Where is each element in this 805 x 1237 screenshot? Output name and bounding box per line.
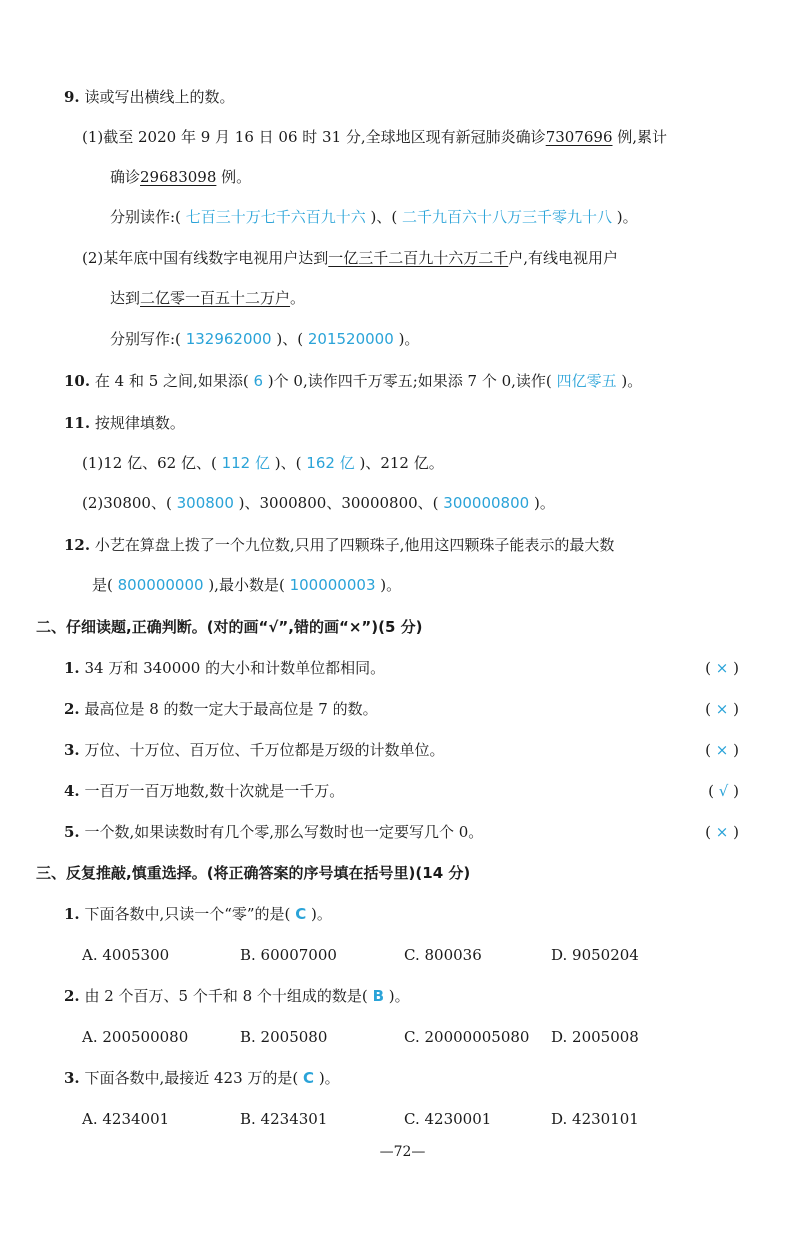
choice-number: 2.: [64, 987, 80, 1005]
q9-p1-line1: [82, 126, 667, 148]
judge-open-paren: (: [705, 741, 711, 759]
option-a: A. 4005300: [82, 946, 170, 964]
q10-answer-2: 四亿零五: [556, 372, 617, 390]
option-d: D. 4230101: [551, 1110, 639, 1128]
q9-p1-separator: )、(: [370, 208, 398, 226]
judge-answer-1: [705, 657, 739, 679]
q10-answer-1: 6: [253, 372, 263, 390]
page-number: —72—: [379, 1144, 426, 1160]
q12-end: )。: [380, 576, 402, 594]
judge-item-4: [64, 780, 344, 802]
judge-open-paren: (: [705, 823, 711, 841]
q9-p2-separator: )、(: [276, 330, 304, 348]
q11-title: [64, 412, 185, 434]
q9-p2-text-post: 户,有线电视用户: [508, 249, 619, 267]
section3-title: 三、反复推敲,慎重选择。(将正确答案的序号填在括号里)(14 分): [36, 864, 471, 882]
q11-p1-end: )、212 亿。: [359, 454, 444, 472]
judge-answer-4: [708, 780, 739, 802]
q11-p1-mid: )、(: [274, 454, 302, 472]
q9-p2-underlined-words-2: 二亿零一百五十二万户: [140, 289, 291, 307]
q12-mid: ),最小数是(: [208, 576, 285, 594]
q11-p2-answer-1: 300800: [176, 494, 234, 512]
choice-answer: C: [295, 905, 307, 923]
q9-p2-end: )。: [398, 330, 420, 348]
q11-p2-answer-2: 300000800: [443, 494, 530, 512]
judge-mark: ×: [715, 700, 729, 718]
q9-p1-text-2-post: 例。: [221, 168, 252, 186]
judge-mark: ×: [715, 741, 729, 759]
q9-p1-text-post: 例,累计: [617, 128, 668, 146]
judge-answer-5: [705, 821, 739, 843]
option-c: C. 4230001: [404, 1110, 492, 1128]
judge-mark: ×: [715, 659, 729, 677]
q9-p2-text-2-post: 。: [290, 289, 306, 307]
choice-question-3: [64, 1067, 340, 1089]
choice-end: )。: [318, 1069, 340, 1087]
judge-item-1: [64, 657, 385, 679]
section2-title: 二、仔细读题,正确判断。(对的画“√”,错的画“×”)(5 分): [36, 618, 423, 636]
q10: [64, 370, 642, 392]
judge-mark: √: [718, 782, 729, 800]
judge-item-text: 一个数,如果读数时有几个零,那么写数时也一定要写几个 0。: [84, 823, 484, 841]
judge-item-2: [64, 698, 378, 720]
q11-p1: [82, 452, 444, 474]
judge-mark: ×: [715, 823, 729, 841]
choice-text: 由 2 个百万、5 个千和 8 个十组成的数是(: [84, 987, 368, 1005]
q9-p1-underlined-number-2: 29683098: [140, 168, 217, 186]
q12-number: 12.: [64, 536, 91, 554]
q9-p2-answer-2: 201520000: [307, 330, 394, 348]
q9-p2-underlined-words-1: 一亿三千二百九十六万二千: [328, 249, 509, 267]
judge-close-paren: ): [733, 700, 739, 718]
q12-line1: [64, 534, 614, 556]
judge-open-paren: (: [705, 659, 711, 677]
q10-text-end: )。: [621, 372, 643, 390]
q9-p1-underlined-number-1: 7307696: [545, 128, 613, 146]
q10-text-pre: 在 4 和 5 之间,如果添(: [94, 372, 249, 390]
judge-close-paren: ): [733, 823, 739, 841]
q12-line2: [92, 574, 401, 596]
choice-number: 1.: [64, 905, 80, 923]
option-a: A. 200500080: [82, 1028, 189, 1046]
option-c: C. 20000005080: [404, 1028, 530, 1046]
q12-text: 小艺在算盘上拨了一个九位数,只用了四颗珠子,他用这四颗珠子能表示的最大数: [94, 536, 615, 554]
judge-item-number: 1.: [64, 659, 80, 677]
judge-item-number: 4.: [64, 782, 80, 800]
q9-title: [64, 86, 234, 108]
choice-text: 下面各数中,只读一个“零”的是(: [84, 905, 291, 923]
q9-p2-write-label: 分别写作:(: [110, 330, 181, 348]
judge-item-number: 5.: [64, 823, 80, 841]
judge-close-paren: ): [733, 741, 739, 759]
q9-p1-answer-2: 二千九百六十八万三千零九十八: [401, 208, 612, 226]
q11-p1-answer-1: 112 亿: [221, 454, 270, 472]
option-d: D. 2005008: [551, 1028, 639, 1046]
judge-item-number: 3.: [64, 741, 80, 759]
q11-p2-pre: (2)30800、(: [82, 494, 172, 512]
judge-item-3: [64, 739, 444, 761]
judge-item-text: 万位、十万位、百万位、千万位都是万级的计数单位。: [84, 741, 445, 759]
choice-question-2: [64, 985, 410, 1007]
q9-number: 9.: [64, 88, 80, 106]
judge-item-text: 最高位是 8 的数一定大于最高位是 7 的数。: [84, 700, 378, 718]
judge-item-number: 2.: [64, 700, 80, 718]
q9-p1-answer-1: 七百三十万七千六百九十六: [185, 208, 366, 226]
q9-p1-read-label: 分别读作:(: [110, 208, 181, 226]
choice-end: )。: [311, 905, 332, 923]
q9-p2-line2: [110, 287, 305, 309]
q9-p2-answer-1: 132962000: [185, 330, 272, 348]
q9-p2-answers: [110, 328, 419, 350]
q9-p1-text-2: 确诊: [110, 168, 141, 186]
q9-p1-answers: [110, 206, 638, 228]
judge-answer-3: [705, 739, 739, 761]
choice-question-1: [64, 903, 332, 925]
judge-close-paren: ): [733, 782, 739, 800]
q11-p2-mid: )、3000800、30000800、(: [238, 494, 439, 512]
q12-answer-1: 800000000: [117, 576, 204, 594]
option-c: C. 800036: [404, 946, 482, 964]
judge-answer-2: [705, 698, 739, 720]
q12-pre: 是(: [92, 576, 113, 594]
q11-title-text: 按规律填数。: [94, 414, 185, 432]
choice-answer: B: [372, 987, 384, 1005]
option-b: B. 2005080: [240, 1028, 328, 1046]
q10-text-mid: )个 0,读作四千万零五;如果添 7 个 0,读作(: [267, 372, 552, 390]
q9-title-text: 读或写出横线上的数。: [84, 88, 235, 106]
judge-open-paren: (: [708, 782, 715, 800]
q9-p1-text: (1)截至 2020 年 9 月 16 日 06 时 31 分,全球地区现有新冠肺炎确诊: [82, 128, 546, 146]
q9-p2-line1: [82, 247, 618, 269]
q12-answer-2: 100000003: [289, 576, 376, 594]
q10-number: 10.: [64, 372, 91, 390]
q11-p1-pre: (1)12 亿、62 亿、(: [82, 454, 217, 472]
q9-p2-text-2: 达到: [110, 289, 141, 307]
choice-end: )。: [388, 987, 410, 1005]
option-d: D. 9050204: [551, 946, 639, 964]
judge-item-text: 34 万和 340000 的大小和计数单位都相同。: [84, 659, 386, 677]
judge-item-text: 一百万一百万地数,数十次就是一千万。: [84, 782, 345, 800]
choice-answer: C: [303, 1069, 315, 1087]
q9-p2-text: (2)某年底中国有线数字电视用户达到: [82, 249, 329, 267]
option-a: A. 4234001: [82, 1110, 170, 1128]
q11-p2-end: )。: [533, 494, 555, 512]
option-b: B. 60007000: [240, 946, 337, 964]
option-b: B. 4234301: [240, 1110, 328, 1128]
judge-close-paren: ): [733, 659, 739, 677]
q11-p1-answer-2: 162 亿: [306, 454, 355, 472]
q9-p1-end: )。: [616, 208, 638, 226]
choice-text: 下面各数中,最接近 423 万的是(: [84, 1069, 299, 1087]
q11-number: 11.: [64, 414, 91, 432]
choice-number: 3.: [64, 1069, 80, 1087]
judge-item-5: [64, 821, 483, 843]
judge-open-paren: (: [705, 700, 711, 718]
q11-p2: [82, 492, 555, 514]
q9-p1-line2: [110, 166, 251, 188]
